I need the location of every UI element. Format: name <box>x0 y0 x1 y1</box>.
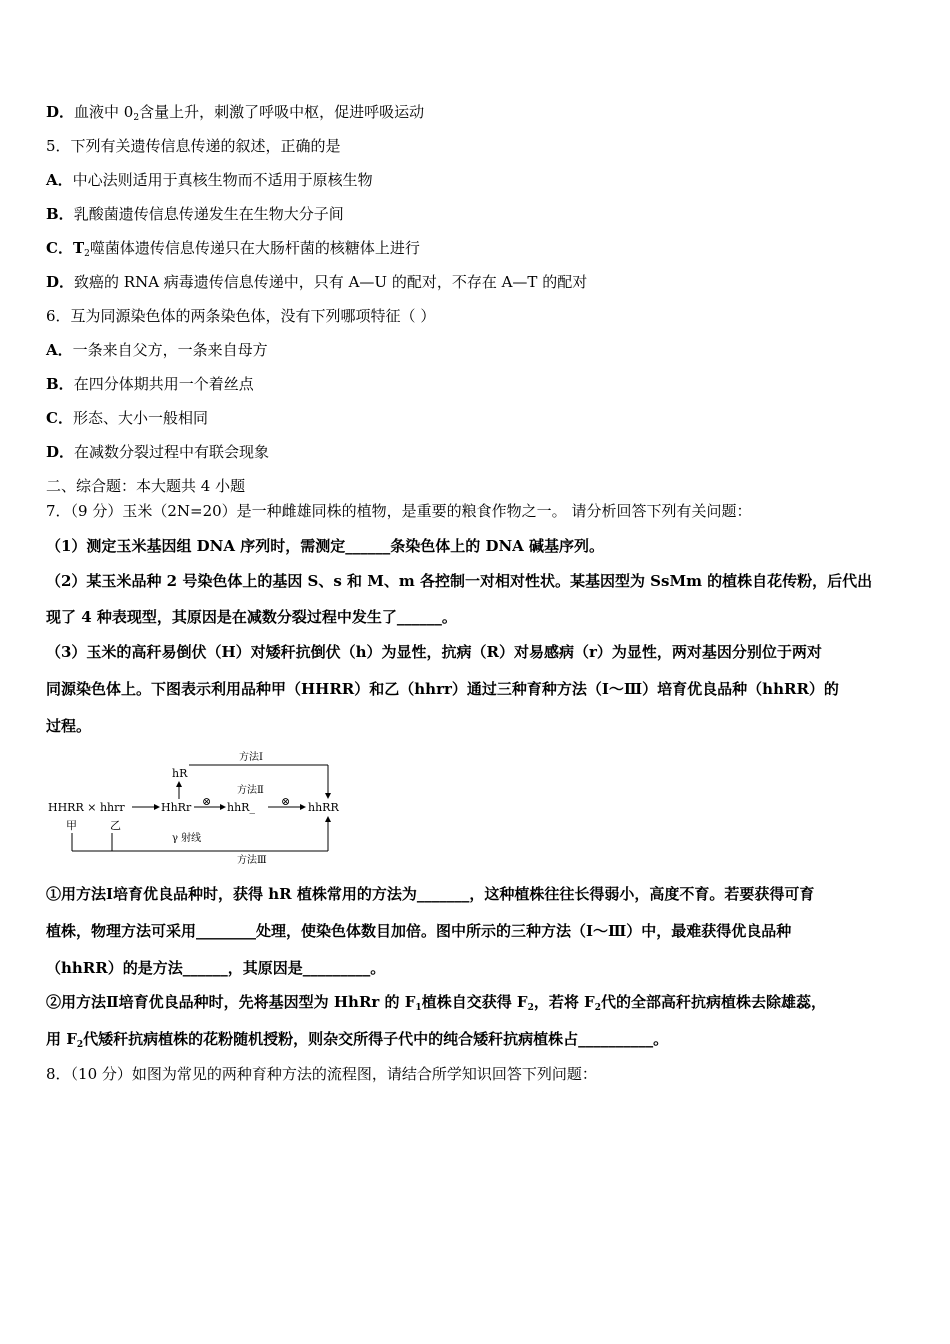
q8-stem: 8．（10 分）如图为常见的两种育种方法的流程图，请结合所学知识回答下列问题： <box>46 1065 597 1083</box>
subscript: 2 <box>527 1003 534 1013</box>
arrowhead-icon <box>300 804 306 810</box>
target-hhRR: hhRR <box>308 801 339 814</box>
selfing-icon: ⊗ <box>202 795 212 808</box>
q7-part3-line2: 同源染色体上。下图表示利用品种甲（HHRR）和乙（hhrr）通过三种育种方法（Ⅰ～Ⅲ）培育优良品种（hhRR）的 <box>46 680 839 698</box>
method1-label: 方法Ⅰ <box>239 752 263 763</box>
q7-stem: 7．（9 分）玉米（2N=20）是一种雌雄同株的植物，是重要的粮食作物之一。 请分析回答下列有关问题： <box>46 502 752 520</box>
option-text: 形态、大小一般相同 <box>72 409 208 427</box>
option-text: 一条来自父方，一条来自母方 <box>72 341 268 359</box>
option-text: T <box>72 239 85 257</box>
option-text: 致癌的 RNA 病毒遗传信息传递中，只有 A—U 的配对，不存在 A—T 的配对 <box>74 273 588 291</box>
q6-option-c <box>46 408 208 428</box>
q4-option-d <box>46 102 424 122</box>
option-letter: D． <box>46 273 75 291</box>
arrowhead-icon <box>325 793 331 799</box>
q5-option-c <box>46 238 420 258</box>
text-segment: ②用方法Ⅱ培育优良品种时，先将基因型为 HhRr 的 F <box>46 993 416 1011</box>
option-letter: B． <box>46 375 74 393</box>
q6-option-d <box>46 442 269 462</box>
text-segment: 代矮秆抗病植株的花粉随机授粉，则杂交所得子代中的纯合矮秆抗病植株占__________。 <box>83 1030 669 1048</box>
q7-part3-line3: 过程。 <box>46 717 92 735</box>
q7-sub1-line3: （hhRR）的是方法______，其原因是_________。 <box>46 959 386 977</box>
option-letter: A． <box>46 341 73 359</box>
q7-sub1-line2: 植株，物理方法可采用________处理，使染色体数目加倍。图中所示的三种方法（Ⅰ～Ⅲ）中，最难获得优良品种 <box>46 922 792 940</box>
arrowhead-icon <box>325 816 331 822</box>
label-yi: 乙 <box>110 819 121 832</box>
subscript: 2 <box>84 249 90 259</box>
q7-part3-line1: （3）玉米的高秆易倒伏（H）对矮秆抗倒伏（h）为显性，抗病（R）对易感病（r）为显性，两对基因分别位于两对 <box>46 643 822 661</box>
method2-label: 方法Ⅱ <box>237 785 264 796</box>
option-letter: D． <box>46 103 75 121</box>
f2-hhR: hhR_ <box>227 801 255 814</box>
arrowhead-icon <box>176 781 182 787</box>
text-segment: ，若将 F <box>533 993 595 1011</box>
option-text: 血液中 0 <box>74 103 134 121</box>
text-segment: 用 F <box>46 1030 77 1048</box>
q6-option-b <box>46 374 254 394</box>
option-text: 在四分体期共用一个着丝点 <box>73 375 254 393</box>
q7-part2-line2: 现了 4 种表现型，其原因是在减数分裂过程中发生了______。 <box>46 608 457 626</box>
option-text: 中心法则适用于真核生物而不适用于原核生物 <box>72 171 373 189</box>
q7-sub2-line1 <box>46 992 826 1012</box>
q5-stem: 5．下列有关遗传信息传递的叙述，正确的是 <box>46 137 341 155</box>
text-segment: 植株自交获得 F <box>421 993 528 1011</box>
option-letter: C． <box>46 239 73 257</box>
arrowhead-icon <box>154 804 160 810</box>
text-segment: 代的全部高秆抗病植株去除雄蕊， <box>600 993 826 1011</box>
subscript: 1 <box>415 1003 422 1013</box>
option-text: 乳酸菌遗传信息传递发生在生物大分子间 <box>73 205 344 223</box>
option-text: 含量上升，刺激了呼吸中枢，促进呼吸运动 <box>139 103 425 121</box>
gamma-ray-label: γ 射线 <box>172 833 202 844</box>
option-letter: A． <box>46 171 73 189</box>
option-letter: C． <box>46 409 73 427</box>
option-text: 在减数分裂过程中有联会现象 <box>74 443 270 461</box>
subscript: 2 <box>76 1040 84 1050</box>
q7-sub1-line1: ①用方法Ⅰ培育优良品种时，获得 hR 植株常用的方法为_______，这种植株往往长得弱小，高度不育。若要获得可育 <box>46 885 815 903</box>
option-letter: D． <box>46 443 75 461</box>
f1-HhRr: HhRr <box>161 801 192 814</box>
parents-cross: HHRR × hhrr <box>48 801 125 814</box>
label-jia: 甲 <box>66 819 77 832</box>
q5-option-a <box>46 170 373 190</box>
selfing-icon: ⊗ <box>281 795 291 808</box>
q6-option-a <box>46 340 268 360</box>
q7-part2-line1: （2）某玉米品种 2 号染色体上的基因 S、s 和 M、m 各控制一对相对性状。某基因型为 SsMm 的植株自花传粉，后代出 <box>46 572 873 590</box>
q7-sub2-line2 <box>46 1029 668 1049</box>
arrowhead-icon <box>220 804 226 810</box>
subscript: 2 <box>133 113 140 123</box>
method3-label: 方法Ⅲ <box>237 855 267 866</box>
subscript: 2 <box>594 1003 601 1013</box>
option-text: 噬菌体遗传信息传递只在大肠杆菌的核糖体上进行 <box>89 239 420 257</box>
q6-stem: 6．互为同源染色体的两条染色体，没有下列哪项特征（ ） <box>46 307 436 325</box>
haploid-hR: hR <box>172 767 188 780</box>
q5-option-d <box>46 272 587 292</box>
q5-option-b <box>46 204 344 224</box>
q7-part1: （1）测定玉米基因组 DNA 序列时，需测定______条染色体上的 DNA 碱基序列。 <box>46 537 605 555</box>
section-title: 二、综合题：本大题共 4 小题 <box>46 477 246 495</box>
option-letter: B． <box>46 205 74 223</box>
breeding-methods-diagram <box>44 745 354 870</box>
